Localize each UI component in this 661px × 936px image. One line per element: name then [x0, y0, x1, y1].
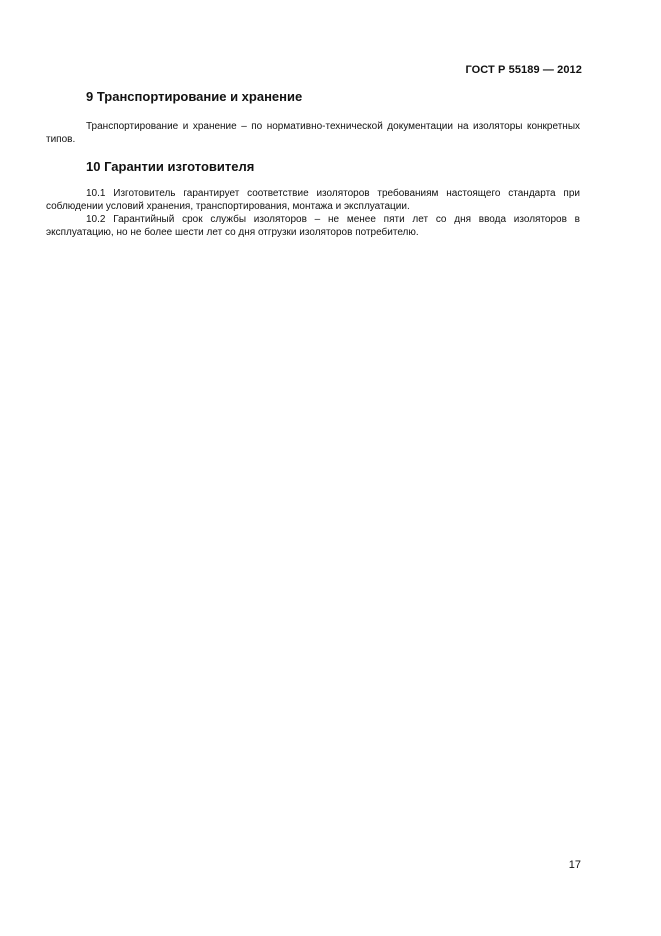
- document-code-header: ГОСТ Р 55189 — 2012: [465, 64, 582, 76]
- section-9-title: 9 Транспортирование и хранение: [86, 89, 303, 104]
- section-9-paragraph: Транспортирование и хранение – по нормативно-технической документации на изоляторы конкретных типов.: [46, 121, 580, 145]
- section-10-title: 10 Гарантии изготовителя: [86, 159, 255, 174]
- page-number: 17: [568, 859, 581, 871]
- page-content: [46, 86, 580, 239]
- section-10-1-paragraph: 10.1 Изготовитель гарантирует соответствие изоляторов требованиям настоящего стандарта при соблюдении условий хранения, транспортирования, монтажа и эксплуатации.: [46, 188, 580, 212]
- section-10-2-paragraph: 10.2 Гарантийный срок службы изоляторов – не менее пяти лет со дня ввода изоляторов в эксплуатацию, но не более шести лет со дня отгрузки изоляторов потребителю.: [46, 214, 580, 238]
